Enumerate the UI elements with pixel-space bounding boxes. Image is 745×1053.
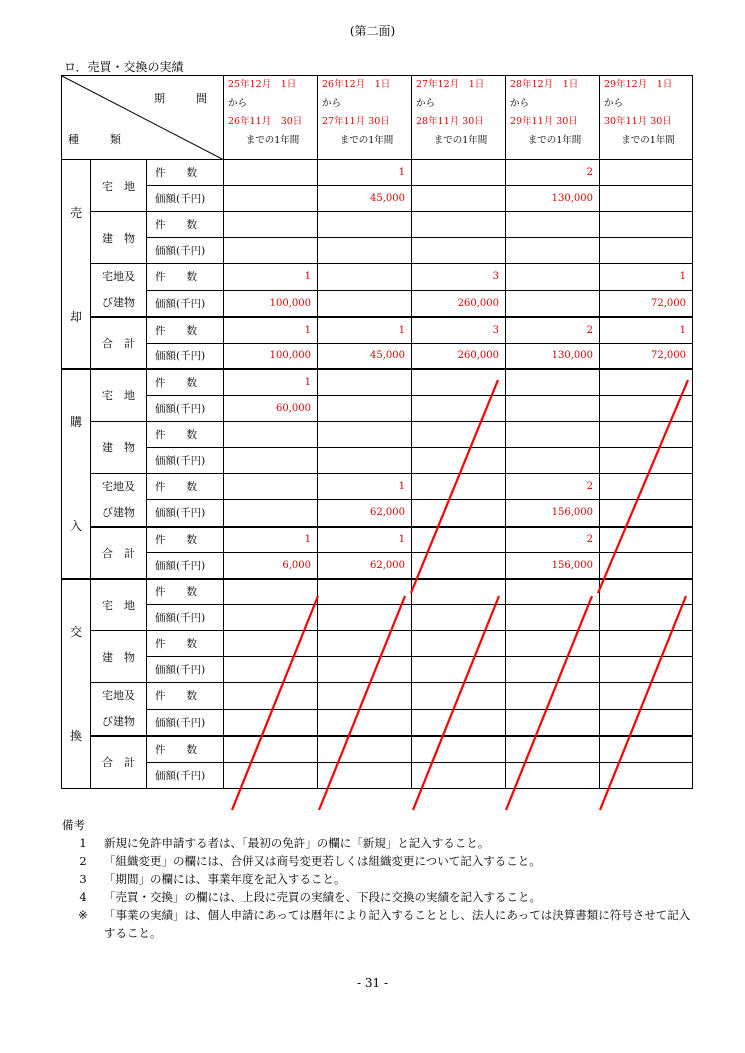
group-label: 宅 地 <box>91 579 147 631</box>
count-value-cell[interactable] <box>318 579 412 605</box>
amount-value-cell[interactable] <box>412 553 506 579</box>
amount-value-cell[interactable] <box>412 605 506 631</box>
count-label: 件 数 <box>147 317 224 343</box>
count-label: 件 数 <box>147 212 224 238</box>
amount-value-cell[interactable] <box>600 762 693 788</box>
count-value-cell[interactable]: 2 <box>506 527 600 553</box>
count-value-cell[interactable] <box>412 579 506 605</box>
category-char: 売 <box>69 205 82 220</box>
amount-value-cell[interactable]: 156,000 <box>506 553 600 579</box>
count-value-cell[interactable] <box>600 579 693 605</box>
count-value-cell[interactable] <box>600 369 693 395</box>
amount-value-cell[interactable] <box>224 709 318 736</box>
count-value-cell[interactable] <box>600 683 693 710</box>
count-value-cell[interactable] <box>412 160 506 186</box>
count-value-cell[interactable] <box>224 421 318 447</box>
amount-label: 価額(千円) <box>147 605 224 631</box>
amount-label: 価額(千円) <box>147 447 224 473</box>
amount-value-cell[interactable] <box>224 657 318 683</box>
count-value-cell[interactable]: 2 <box>506 473 600 500</box>
amount-value-cell[interactable]: 45,000 <box>318 186 412 212</box>
count-label: 件 数 <box>147 369 224 395</box>
group-label: 宅地及び建物 <box>91 264 147 318</box>
count-value-cell[interactable] <box>412 683 506 710</box>
group-label: 宅地及び建物 <box>91 683 147 737</box>
amount-value-cell[interactable] <box>506 238 600 264</box>
count-label: 件 数 <box>147 579 224 605</box>
period-col-1: 25年12月 1日 から 26年11月 30日 までの1年間 <box>224 76 318 160</box>
amount-value-cell[interactable] <box>224 500 318 527</box>
amount-value-cell[interactable] <box>506 709 600 736</box>
count-value-cell[interactable] <box>600 160 693 186</box>
amount-value-cell[interactable] <box>412 447 506 473</box>
count-value-cell[interactable] <box>318 736 412 762</box>
count-value-cell[interactable] <box>412 421 506 447</box>
count-value-cell[interactable] <box>224 736 318 762</box>
amount-value-cell[interactable] <box>506 447 600 473</box>
count-value-cell[interactable] <box>224 579 318 605</box>
count-value-cell[interactable] <box>224 160 318 186</box>
count-value-cell[interactable]: 1 <box>224 369 318 395</box>
count-value-cell[interactable]: 1 <box>600 264 693 291</box>
count-value-cell[interactable]: 2 <box>506 160 600 186</box>
count-value-cell[interactable]: 3 <box>412 264 506 291</box>
amount-value-cell[interactable]: 45,000 <box>318 343 412 369</box>
category-cell-0 <box>62 160 91 370</box>
count-value-cell[interactable] <box>224 683 318 710</box>
count-value-cell[interactable] <box>600 631 693 657</box>
count-label: 件 数 <box>147 473 224 500</box>
amount-value-cell[interactable]: 62,000 <box>318 553 412 579</box>
count-value-cell[interactable] <box>412 369 506 395</box>
amount-value-cell[interactable] <box>318 395 412 421</box>
remark-item <box>62 888 692 906</box>
group-label: 合 計 <box>91 527 147 579</box>
group-label: 合 計 <box>91 736 147 788</box>
count-label: 件 数 <box>147 631 224 657</box>
remark-text: 「売買・交換」の欄には、上段に売買の実績を、下段に交換の実績を記入すること。 <box>104 890 541 904</box>
count-value-cell[interactable] <box>224 631 318 657</box>
amount-value-cell[interactable] <box>600 395 693 421</box>
count-label: 件 数 <box>147 421 224 447</box>
count-value-cell[interactable] <box>412 631 506 657</box>
count-value-cell[interactable] <box>318 369 412 395</box>
remark-item <box>62 852 692 870</box>
amount-value-cell[interactable] <box>600 186 693 212</box>
count-value-cell[interactable]: 2 <box>506 317 600 343</box>
group-label: 建 物 <box>91 631 147 683</box>
amount-value-cell[interactable]: 260,000 <box>412 290 506 317</box>
amount-value-cell[interactable] <box>506 290 600 317</box>
count-value-cell[interactable]: 1 <box>318 473 412 500</box>
count-value-cell[interactable] <box>318 421 412 447</box>
count-value-cell[interactable] <box>412 212 506 238</box>
count-value-cell[interactable] <box>412 473 506 500</box>
count-value-cell[interactable]: 1 <box>600 317 693 343</box>
count-value-cell[interactable] <box>600 212 693 238</box>
category-char: 交 <box>69 625 82 639</box>
count-value-cell[interactable] <box>506 264 600 291</box>
count-value-cell[interactable] <box>506 631 600 657</box>
amount-value-cell[interactable] <box>318 605 412 631</box>
amount-label: 価額(千円) <box>147 186 224 212</box>
amount-value-cell[interactable] <box>224 186 318 212</box>
remark-number: 1 <box>79 836 87 850</box>
count-value-cell[interactable] <box>600 527 693 553</box>
count-value-cell[interactable]: 1 <box>224 527 318 553</box>
period-col-3: 27年12月 1日 から 28年11月 30日 までの1年間 <box>412 76 506 160</box>
remarks-block <box>62 816 692 942</box>
amount-value-cell[interactable] <box>412 709 506 736</box>
amount-value-cell[interactable] <box>600 500 693 527</box>
remark-number: ※ <box>78 908 88 922</box>
group-label: 宅 地 <box>91 369 147 421</box>
count-value-cell[interactable]: 3 <box>412 317 506 343</box>
amount-value-cell[interactable]: 72,000 <box>600 343 693 369</box>
remark-text: 「期間」の欄には、事業年度を記入すること。 <box>104 872 346 886</box>
remarks-title: 備考 <box>62 818 85 832</box>
count-label: 件 数 <box>147 527 224 553</box>
count-value-cell[interactable] <box>412 736 506 762</box>
count-value-cell[interactable]: 1 <box>318 317 412 343</box>
count-label: 件 数 <box>147 736 224 762</box>
amount-value-cell[interactable] <box>224 762 318 788</box>
group-label: 建 物 <box>91 421 147 473</box>
amount-value-cell[interactable] <box>412 186 506 212</box>
remark-number: 3 <box>79 872 87 886</box>
amount-value-cell[interactable] <box>600 447 693 473</box>
remark-text: 「組織変更」の欄には、合併又は商号変更若しくは組織変更について記入すること。 <box>104 854 541 868</box>
remark-text: 新規に免許申請する者は、「最初の免許」の欄に「新規」と記入すること。 <box>104 836 490 850</box>
count-value-cell[interactable] <box>506 579 600 605</box>
amount-value-cell[interactable] <box>412 395 506 421</box>
period-col-5: 29年12月 1日 から 30年11月 30日 までの1年間 <box>600 76 693 160</box>
count-value-cell[interactable]: 1 <box>318 527 412 553</box>
remark-text: 「事業の実績」は、個人申請にあっては暦年により記入することとし、法人にあっては決算書類に符号させて記入すること。 <box>104 908 691 940</box>
count-value-cell[interactable] <box>506 683 600 710</box>
count-value-cell[interactable] <box>506 212 600 238</box>
amount-label: 価額(千円) <box>147 762 224 788</box>
count-label: 件 数 <box>147 160 224 186</box>
period-col-4: 28年12月 1日 から 29年11月 30日 までの1年間 <box>506 76 600 160</box>
remark-item <box>62 870 692 888</box>
group-label: 宅 地 <box>91 160 147 212</box>
amount-value-cell[interactable] <box>318 762 412 788</box>
section-title: ロ．売買・交換の実績 <box>64 60 184 74</box>
category-char: 換 <box>69 729 82 743</box>
count-value-cell[interactable] <box>224 473 318 500</box>
amount-value-cell[interactable] <box>224 238 318 264</box>
count-value-cell[interactable] <box>600 736 693 762</box>
amount-label: 価額(千円) <box>147 238 224 264</box>
count-value-cell[interactable] <box>506 369 600 395</box>
amount-value-cell[interactable] <box>506 657 600 683</box>
group-label: 合 計 <box>91 317 147 369</box>
amount-value-cell[interactable]: 260,000 <box>412 343 506 369</box>
amount-value-cell[interactable]: 130,000 <box>506 186 600 212</box>
count-value-cell[interactable] <box>318 631 412 657</box>
amount-value-cell[interactable]: 6,000 <box>224 553 318 579</box>
remark-item <box>62 834 692 852</box>
count-value-cell[interactable] <box>318 683 412 710</box>
amount-label: 価額(千円) <box>147 343 224 369</box>
count-label: 件 数 <box>147 264 224 291</box>
amount-value-cell[interactable] <box>600 709 693 736</box>
count-value-cell[interactable] <box>600 473 693 500</box>
count-value-cell[interactable] <box>506 736 600 762</box>
category-cell-2 <box>62 579 91 789</box>
amount-value-cell[interactable] <box>412 238 506 264</box>
amount-label: 価額(千円) <box>147 395 224 421</box>
amount-value-cell[interactable] <box>412 657 506 683</box>
remark-item <box>62 906 692 942</box>
period-col-2: 26年12月 1日 から 27年11月 30日 までの1年間 <box>318 76 412 160</box>
amount-label: 価額(千円) <box>147 657 224 683</box>
category-char: 却 <box>69 309 82 324</box>
header-diagonal <box>62 76 224 160</box>
category-cell-1 <box>62 369 91 579</box>
type-header-label: 種 類 <box>68 133 131 146</box>
amount-value-cell[interactable] <box>600 238 693 264</box>
amount-value-cell[interactable]: 62,000 <box>318 500 412 527</box>
count-label: 件 数 <box>147 683 224 710</box>
count-value-cell[interactable] <box>318 212 412 238</box>
amount-value-cell[interactable]: 156,000 <box>506 500 600 527</box>
amount-value-cell[interactable] <box>224 605 318 631</box>
amount-value-cell[interactable] <box>318 290 412 317</box>
amount-value-cell[interactable] <box>412 500 506 527</box>
count-value-cell[interactable] <box>412 527 506 553</box>
amount-value-cell[interactable] <box>318 447 412 473</box>
count-value-cell[interactable] <box>318 264 412 291</box>
remark-number: 2 <box>79 854 87 868</box>
remark-number: 4 <box>79 890 87 904</box>
amount-value-cell[interactable] <box>224 447 318 473</box>
page-label: (第二面) <box>349 24 396 38</box>
sales-exchange-table <box>61 75 693 789</box>
category-char: 入 <box>69 519 82 534</box>
header-corner-cell <box>62 76 224 160</box>
count-value-cell[interactable]: 1 <box>224 264 318 291</box>
amount-value-cell[interactable] <box>506 605 600 631</box>
amount-value-cell[interactable] <box>600 605 693 631</box>
count-value-cell[interactable]: 1 <box>224 317 318 343</box>
count-value-cell[interactable] <box>224 212 318 238</box>
amount-value-cell[interactable] <box>412 762 506 788</box>
amount-label: 価額(千円) <box>147 290 224 317</box>
count-value-cell[interactable] <box>506 421 600 447</box>
amount-value-cell[interactable] <box>318 238 412 264</box>
amount-value-cell[interactable]: 60,000 <box>224 395 318 421</box>
amount-label: 価額(千円) <box>147 500 224 527</box>
amount-value-cell[interactable] <box>318 709 412 736</box>
amount-label: 価額(千円) <box>147 709 224 736</box>
amount-value-cell[interactable]: 130,000 <box>506 343 600 369</box>
count-value-cell[interactable]: 1 <box>318 160 412 186</box>
page-number: - 31 - <box>356 976 388 990</box>
amount-value-cell[interactable] <box>506 395 600 421</box>
amount-value-cell[interactable]: 100,000 <box>224 343 318 369</box>
group-label: 宅地及び建物 <box>91 473 147 527</box>
amount-value-cell[interactable] <box>600 657 693 683</box>
amount-value-cell[interactable] <box>600 553 693 579</box>
count-value-cell[interactable] <box>600 421 693 447</box>
period-header-label: 期 間 <box>154 92 218 105</box>
amount-value-cell[interactable] <box>318 657 412 683</box>
category-char: 購 <box>69 415 82 430</box>
group-label: 建 物 <box>91 212 147 264</box>
amount-label: 価額(千円) <box>147 553 224 579</box>
amount-value-cell[interactable]: 100,000 <box>224 290 318 317</box>
amount-value-cell[interactable] <box>506 762 600 788</box>
amount-value-cell[interactable]: 72,000 <box>600 290 693 317</box>
